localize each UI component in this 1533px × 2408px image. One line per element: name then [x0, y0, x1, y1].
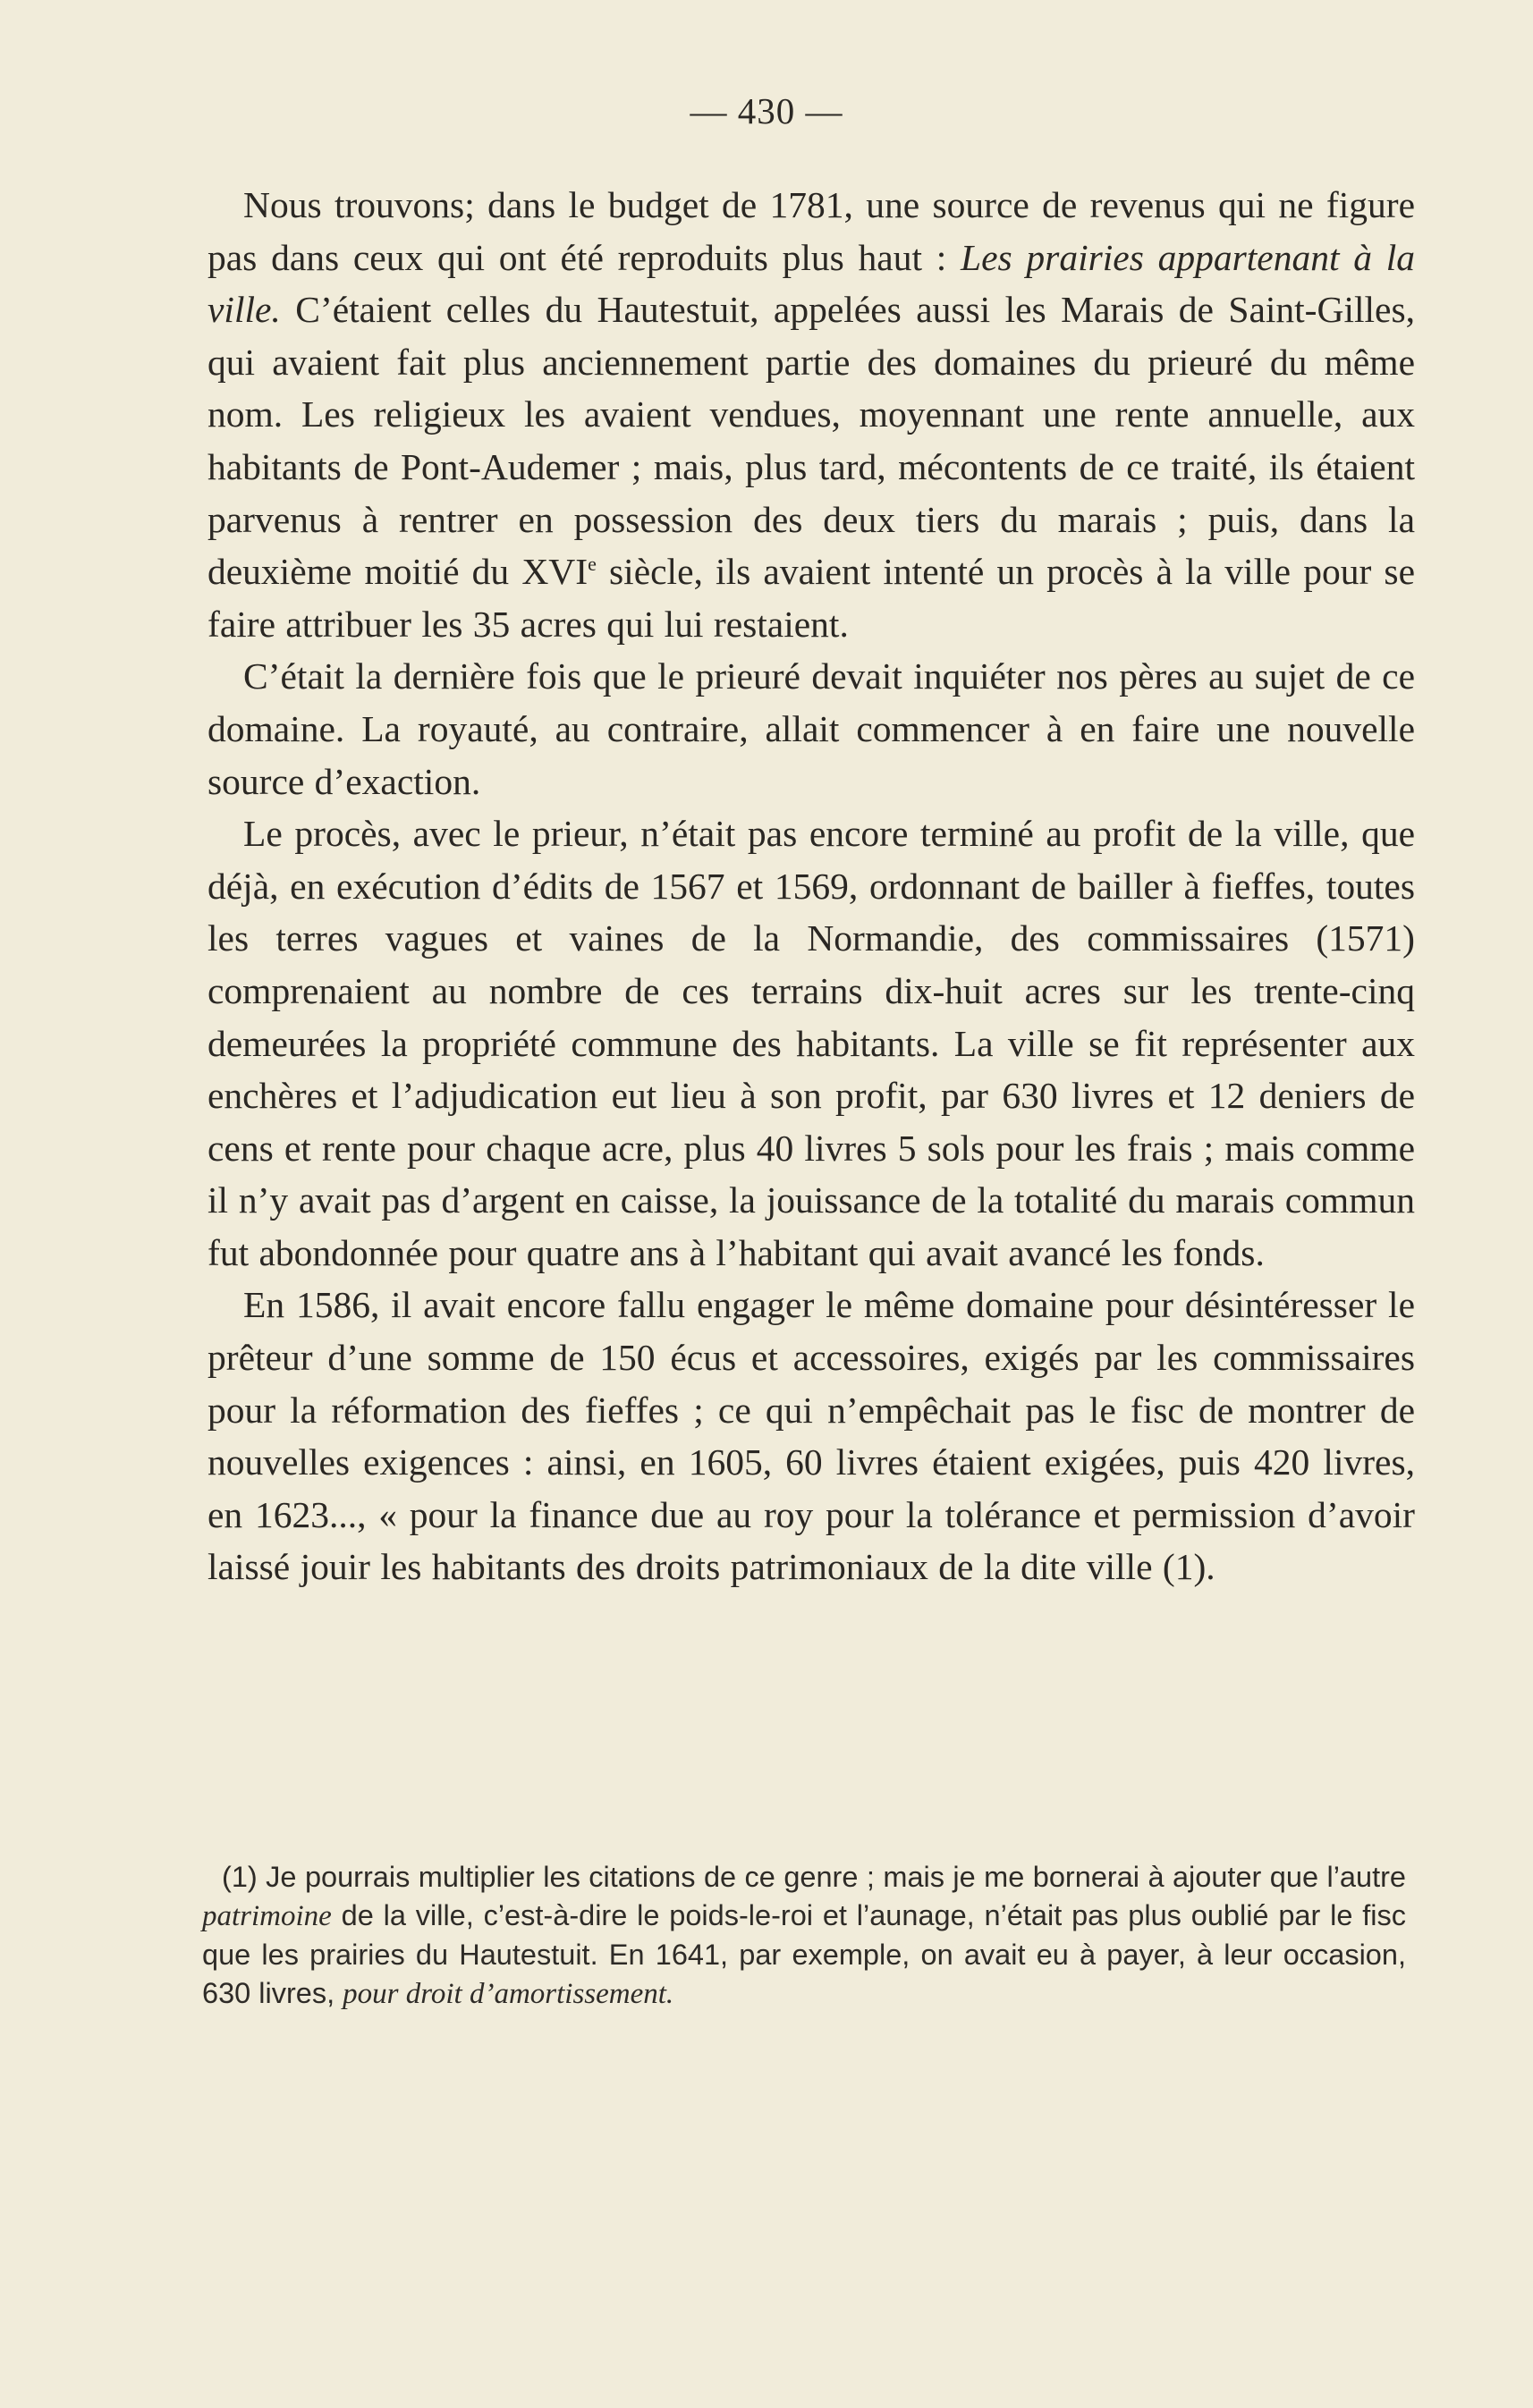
footnote-italic: pour droit d’amortissement.	[343, 1978, 674, 2010]
body-text	[208, 179, 1415, 1593]
paragraph-text: Nous trouvons; dans le budget de 1781, une source de revenus qui ne figure pas dans ceux qui ont été reproduits plus haut :	[208, 184, 1415, 278]
superscript: e	[588, 553, 597, 576]
paragraph-text: C’étaient celles du Hautestuit, appelées aussi les Marais de Saint-Gilles, qui avaient fait plus anciennement partie des domaines du prieuré du même nom. Les religieux les avaient vendues, moyennant une rente annuelle, aux habitants de Pont-Audemer ; mais, plus tard, mécontents de ce traité, ils étaient parvenus à rentrer en possession des deux tiers du marais ; puis, dans la deuxième moitié du XVI	[208, 289, 1415, 593]
paragraph-prairies	[208, 179, 1415, 650]
footnote-text: (1) Je pourrais multiplier les citations de ce genre ; mais je me bornerai à ajouter que l’autre	[222, 1861, 1406, 1893]
page-number: — 430 —	[690, 90, 843, 131]
footnote	[202, 1858, 1406, 2014]
italic-phrase: Les prairies appartenant à la ville.	[208, 236, 1415, 331]
paragraph-proces: Le procès, avec le prieur, n’était pas encore terminé au profit de la ville, que déjà, en exécution d’édits de 1567 et 1569, ordonnant de bailler à fieffes, toutes les terres vagues et vaines de la Normandie, des commissaires (1571) comprenaient au nombre de ces terrains dix-huit acres sur les trente-cinq demeurées la propriété commune des habitants. La ville se fit représenter aux enchères et l’adjudication eut lieu à son profit, par 630 livres et 12 deniers de cens et rente pour chaque acre, plus 40 livres 5 sols pour les frais ; mais comme il n’y avait pas d’argent en caisse, la jouissance de la totalité du marais commun fut abondonnée pour quatre ans à l’habitant qui avait avancé les fonds.	[208, 813, 1415, 1273]
footnote-italic: patrimoine	[202, 1900, 332, 1932]
paragraph-1586: En 1586, il avait encore fallu engager le même domaine pour désintéresser le prêteur d’une somme de 150 écus et accessoires, exigés par les commissaires pour la réformation des fieffes ; ce qui n’empêchait pas le fisc de montrer de nouvelles exigences : ainsi, en 1605, 60 livres étaient exigées, puis 420 livres, en 1623..., « pour la finance due au roy pour la tolérance et permission d’avoir laissé jouir les habitants des droits patrimoniaux de la dite ville (1).	[208, 1284, 1415, 1588]
paragraph-text: siècle, ils avaient intenté un procès à la ville pour se faire attribuer les 35 acres qui lui restaient.	[208, 551, 1415, 645]
paragraph-prieure: C’était la dernière fois que le prieuré devait inquiéter nos pères au sujet de ce domaine. La royauté, au contraire, allait commencer à en faire une nouvelle source d’exaction.	[208, 655, 1415, 802]
footnote-text: de la ville, c’est-à-dire le poids-le-roi et l’aunage, n’était pas plus oublié par le fisc que les prairies du Hautestuit. En 1641, par exemple, on avait eu à payer, à leur occasion, 630 livres,	[202, 1899, 1406, 2009]
